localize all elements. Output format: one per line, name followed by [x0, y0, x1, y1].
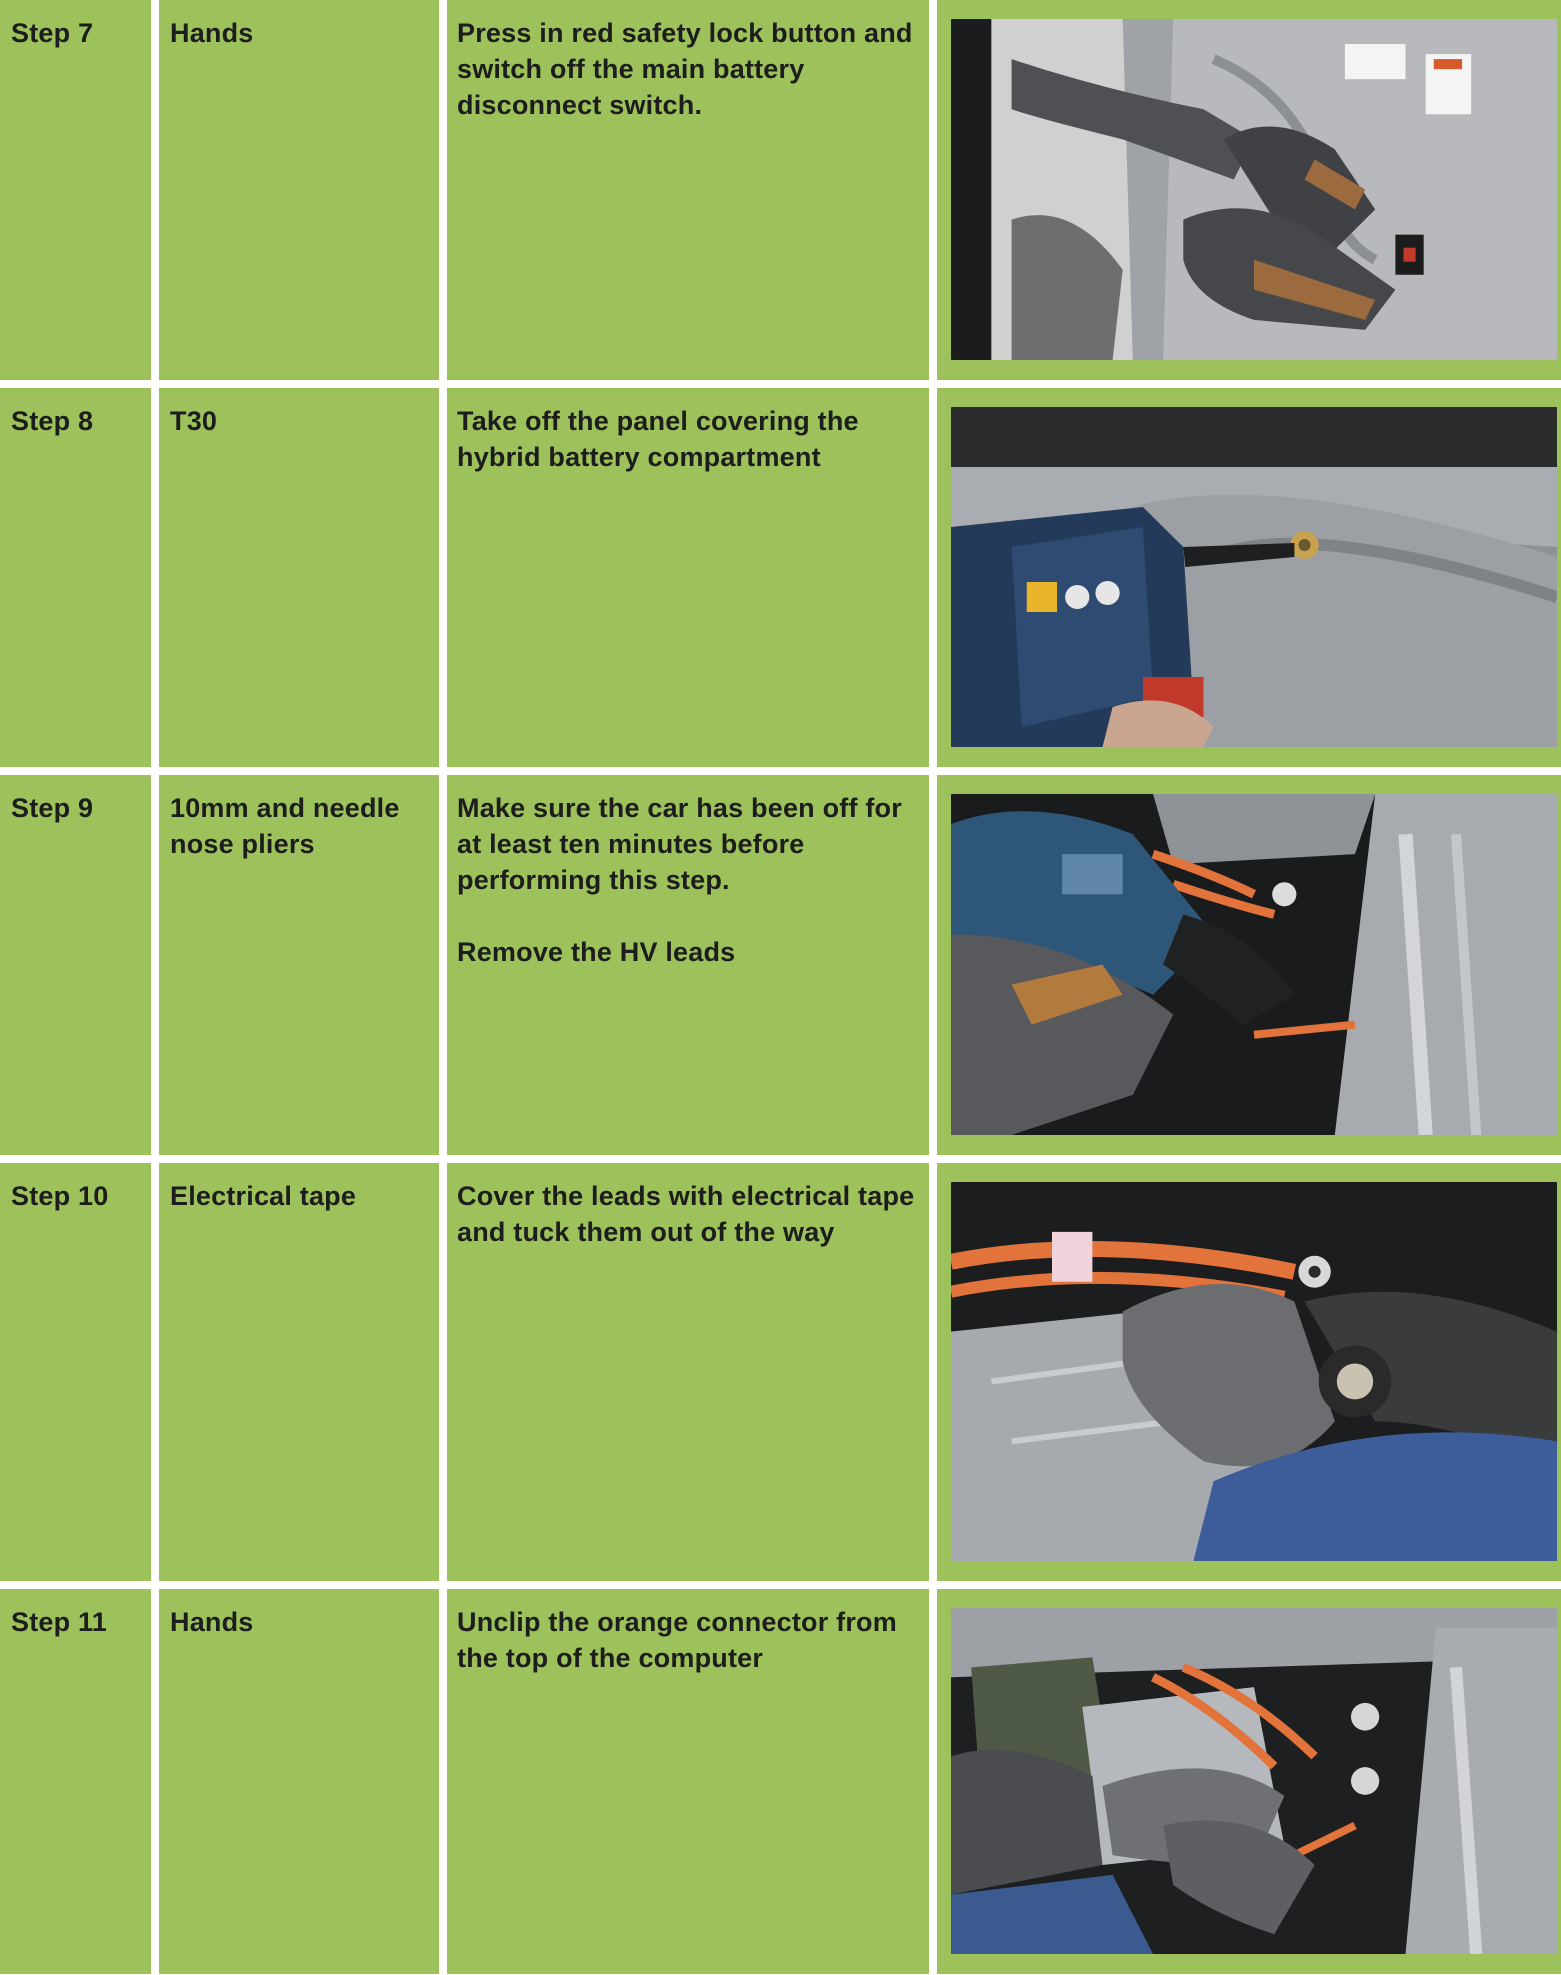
- tool-cell: [159, 1589, 439, 1974]
- photo-cell: [937, 1589, 1561, 1974]
- step-photo: [951, 407, 1557, 747]
- instruction-cell: [447, 1589, 929, 1974]
- photo-cell: [937, 388, 1561, 767]
- instruction-text: Cover the leads with electrical tape and tuck them out of the way: [457, 1181, 915, 1247]
- step-photo: [951, 1182, 1557, 1561]
- gloved-hands-pressing-battery-switch-photo: [951, 19, 1557, 360]
- tool-cell: [159, 1163, 439, 1581]
- instruction-text: Press in red safety lock button and switch off the main battery disconnect switch.: [457, 18, 913, 120]
- unclipping-orange-connector-photo: [951, 1608, 1557, 1954]
- step-photo: [951, 19, 1557, 360]
- tool-cell: [159, 0, 439, 380]
- step-number-cell: [0, 1589, 151, 1974]
- photo-cell: [937, 0, 1561, 380]
- tool-name: T30: [170, 406, 218, 436]
- photo-cell: [937, 775, 1561, 1155]
- driver-removing-hv-leads-photo: [951, 794, 1557, 1135]
- instruction-cell: [447, 1163, 929, 1581]
- tool-name: Electrical tape: [170, 1181, 357, 1211]
- tool-cell: [159, 388, 439, 767]
- step-number: Step 10: [11, 1181, 109, 1211]
- instruction-cell: [447, 388, 929, 767]
- step-number: Step 9: [11, 793, 94, 823]
- step-number-cell: [0, 0, 151, 380]
- tool-name: 10mm and needle nose pliers: [170, 793, 400, 859]
- instruction-cell: [447, 775, 929, 1155]
- instruction-text: Unclip the orange connector from the top of the computer: [457, 1607, 897, 1673]
- tool-cell: [159, 775, 439, 1155]
- step-number-cell: [0, 388, 151, 767]
- step-photo: [951, 794, 1557, 1135]
- step-number-cell: [0, 775, 151, 1155]
- step-photo: [951, 1608, 1557, 1954]
- instruction-text-extra: Remove the HV leads: [457, 937, 736, 967]
- instruction-text: Make sure the car has been off for at least ten minutes before performing this step.: [457, 793, 902, 895]
- step-number: Step 11: [11, 1607, 107, 1637]
- step-number-cell: [0, 1163, 151, 1581]
- taping-leads-photo: [951, 1182, 1557, 1561]
- instruction-text: Take off the panel covering the hybrid battery compartment: [457, 406, 859, 472]
- photo-cell: [937, 1163, 1561, 1581]
- tool-name: Hands: [170, 18, 254, 48]
- impact-driver-removing-panel-photo: [951, 407, 1557, 747]
- step-number: Step 8: [11, 406, 94, 436]
- step-number: Step 7: [11, 18, 94, 48]
- tool-name: Hands: [170, 1607, 254, 1637]
- instruction-cell: [447, 0, 929, 380]
